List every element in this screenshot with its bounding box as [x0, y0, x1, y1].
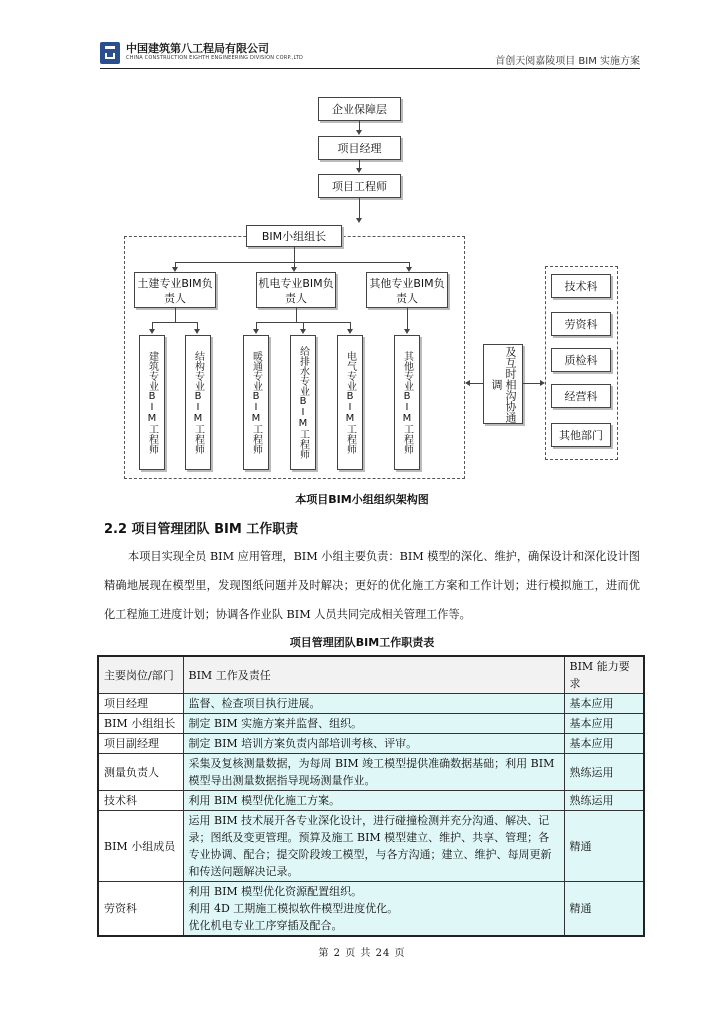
table-cell-level: 基本应用: [564, 734, 644, 754]
org-box-dept-biz: 经营科: [551, 384, 611, 408]
table-header-cell: BIM 能力要求: [564, 656, 644, 694]
table-header-row: [98, 656, 644, 694]
org-box-dept-qc: 质检科: [551, 348, 611, 372]
figure-caption: 本项目BIM小组组织架构图: [295, 493, 429, 506]
org-box-dept-labor: 劳资科: [551, 312, 611, 336]
table-cell-role: 技术科: [98, 791, 183, 811]
org-box-pm: 项目经理: [318, 136, 401, 160]
table-cell-role: BIM 小组组长: [98, 714, 183, 734]
section-paragraph: 本项目实现全员 BIM 应用管理，BIM 小组主要负责：BIM 模型的深化、维护，确保设计和深化设计图精确地展现在模型里，发现图纸问题并及时解决；更好的优化施工方案和工作计划；进行模拟施工，进而优化工程施工进度计划；协调各作业队 BIM 人员共同完成相关管理工作等。: [104, 550, 640, 621]
table-row: [98, 734, 644, 754]
table-cell-role: 测量负责人: [98, 754, 183, 791]
table-cell-duty: 监督、检查项目执行进展。: [183, 694, 564, 714]
org-box-coordination: 及互时相沟协通调: [483, 344, 523, 424]
table-cell-role: 项目经理: [98, 694, 183, 714]
table-row: [98, 694, 644, 714]
table-row: [98, 754, 644, 791]
org-chart: [0, 0, 724, 500]
table-cell-duty: 运用 BIM 技术展开各专业深化设计，进行碰撞检测并充分沟通、解决、记录；图纸及变更管理。预算及施工 BIM 模型建立、维护、共享、管理；各专业协调、配合；提交阶段竣工模型，与各方沟通；建立、维护、每周更新和传送问题解决记录。: [183, 811, 564, 882]
table-caption: 项目管理团队BIM工作职责表: [289, 636, 435, 649]
org-box-lead-other: 其他专业BIM负责人: [366, 272, 448, 308]
table-row: [98, 882, 644, 937]
table-cell-role: BIM 小组成员: [98, 811, 183, 882]
org-box-eng-hvac: 暖通专业BIM工程师: [243, 335, 269, 470]
org-box-lead-mep: 机电专业BIM负责人: [256, 272, 336, 308]
page-footer: 第 2 页 共 24 页: [318, 948, 406, 959]
company-name-en: CHINA CONSTRUCTION EIGHTH ENGINEERING DIVISION CORP.,LTD: [126, 55, 304, 61]
org-box-eng-other: 其他专业BIM工程师: [394, 335, 420, 470]
table-cell-duty: 制定 BIM 实施方案并监督、组织。: [183, 714, 564, 734]
org-box-eng-plumb: 给排水专业BIM工程师: [290, 335, 316, 470]
table-header-cell: BIM 工作及责任: [183, 656, 564, 694]
org-box-enterprise: 企业保障层: [318, 97, 401, 121]
org-box-eng-elec: 电气专业BIM工程师: [337, 335, 363, 470]
duty-table: [97, 655, 645, 937]
org-box-eng-arch: 建筑专业BIM工程师: [139, 335, 165, 470]
table-row: [98, 791, 644, 811]
table-cell-role: 劳资科: [98, 882, 183, 937]
table-cell-duty: 利用 BIM 模型优化资源配置组织。 利用 4D 工期施工模拟软件模型进度优化。 优化机电专业工序穿插及配合。: [183, 882, 564, 937]
org-box-lead-civil: 土建专业BIM负责人: [134, 272, 216, 308]
section-heading: 2.2 项目管理团队 BIM 工作职责: [104, 522, 299, 537]
org-box-dept-other: 其他部门: [551, 423, 611, 447]
table-cell-role: 项目副经理: [98, 734, 183, 754]
org-box-eng-struct: 结构专业BIM工程师: [185, 335, 211, 470]
table-cell-level: 熟练运用: [564, 791, 644, 811]
table-cell-duty: 采集及复核测量数据，为每周 BIM 竣工模型提供准确数据基础；利用 BIM 模型导出测量数据指导现场测量作业。: [183, 754, 564, 791]
table-header-cell: 主要岗位/部门: [98, 656, 183, 694]
table-row: [98, 714, 644, 734]
table-cell-level: 基本应用: [564, 694, 644, 714]
org-box-leader: BIM小组组长: [246, 225, 342, 247]
table-cell-duty: 制定 BIM 培训方案负责内部培训考核、评审。: [183, 734, 564, 754]
document-title: 首创天阅嘉陵项目 BIM 实施方案: [495, 56, 640, 67]
org-box-engineer: 项目工程师: [318, 174, 401, 198]
company-name: 中国建筑第八工程局有限公司: [126, 42, 269, 55]
table-cell-duty: 利用 BIM 模型优化施工方案。: [183, 791, 564, 811]
table-row: [98, 811, 644, 882]
table-cell-level: 精通: [564, 811, 644, 882]
org-box-dept-tech: 技术科: [551, 274, 611, 298]
table-cell-level: 熟练运用: [564, 754, 644, 791]
table-cell-level: 精通: [564, 882, 644, 937]
table-cell-level: 基本应用: [564, 714, 644, 734]
